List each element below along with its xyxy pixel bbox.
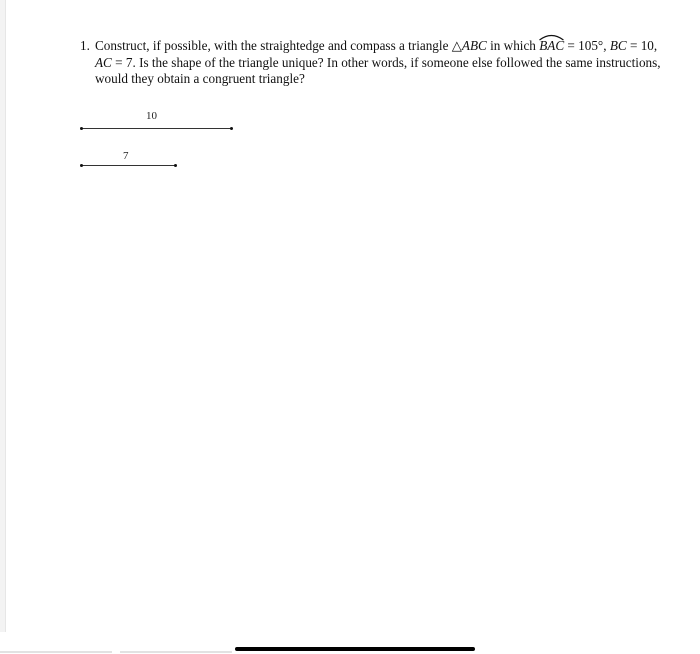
side-ac: AC <box>95 54 112 70</box>
text-run: = 7. Is the shape of the triangle unique? In other words, if someone else followed the same instructions, <box>111 54 661 70</box>
bottom-divider-left <box>0 651 112 653</box>
side-bc: BC <box>609 38 627 53</box>
problem-line-2 <box>95 55 686 72</box>
segment-10-start-point <box>80 127 83 130</box>
segment-7 <box>81 165 176 166</box>
page-left-edge <box>0 0 6 632</box>
text-run: in which <box>486 38 540 53</box>
problem-number: 1. <box>80 38 90 53</box>
segment-7-end-point <box>174 164 177 167</box>
angle-hat-icon <box>539 33 564 41</box>
triangle-name: ABC <box>461 38 487 53</box>
segment-7-label: 7 <box>123 150 129 162</box>
segment-10 <box>81 128 232 129</box>
text-run: Construct, if possible, with the straightedge and compass a triangle <box>95 38 452 53</box>
home-indicator[interactable] <box>235 647 475 651</box>
triangle-symbol: △ <box>451 38 462 53</box>
text-run: would they obtain a congruent triangle? <box>95 71 305 86</box>
problem-text <box>95 38 686 88</box>
segment-7-start-point <box>80 164 83 167</box>
segment-10-label: 10 <box>146 110 157 122</box>
segment-10-end-point <box>230 127 233 130</box>
bottom-divider-middle <box>120 651 232 653</box>
problem-statement <box>80 38 686 88</box>
text-run: = 10, <box>626 38 658 53</box>
text-run: = 105°, <box>564 38 610 53</box>
problem-line-3 <box>95 71 686 88</box>
problem-line-1 <box>95 38 686 55</box>
angle-name: BAC <box>539 38 565 53</box>
angle-bac <box>539 38 564 55</box>
